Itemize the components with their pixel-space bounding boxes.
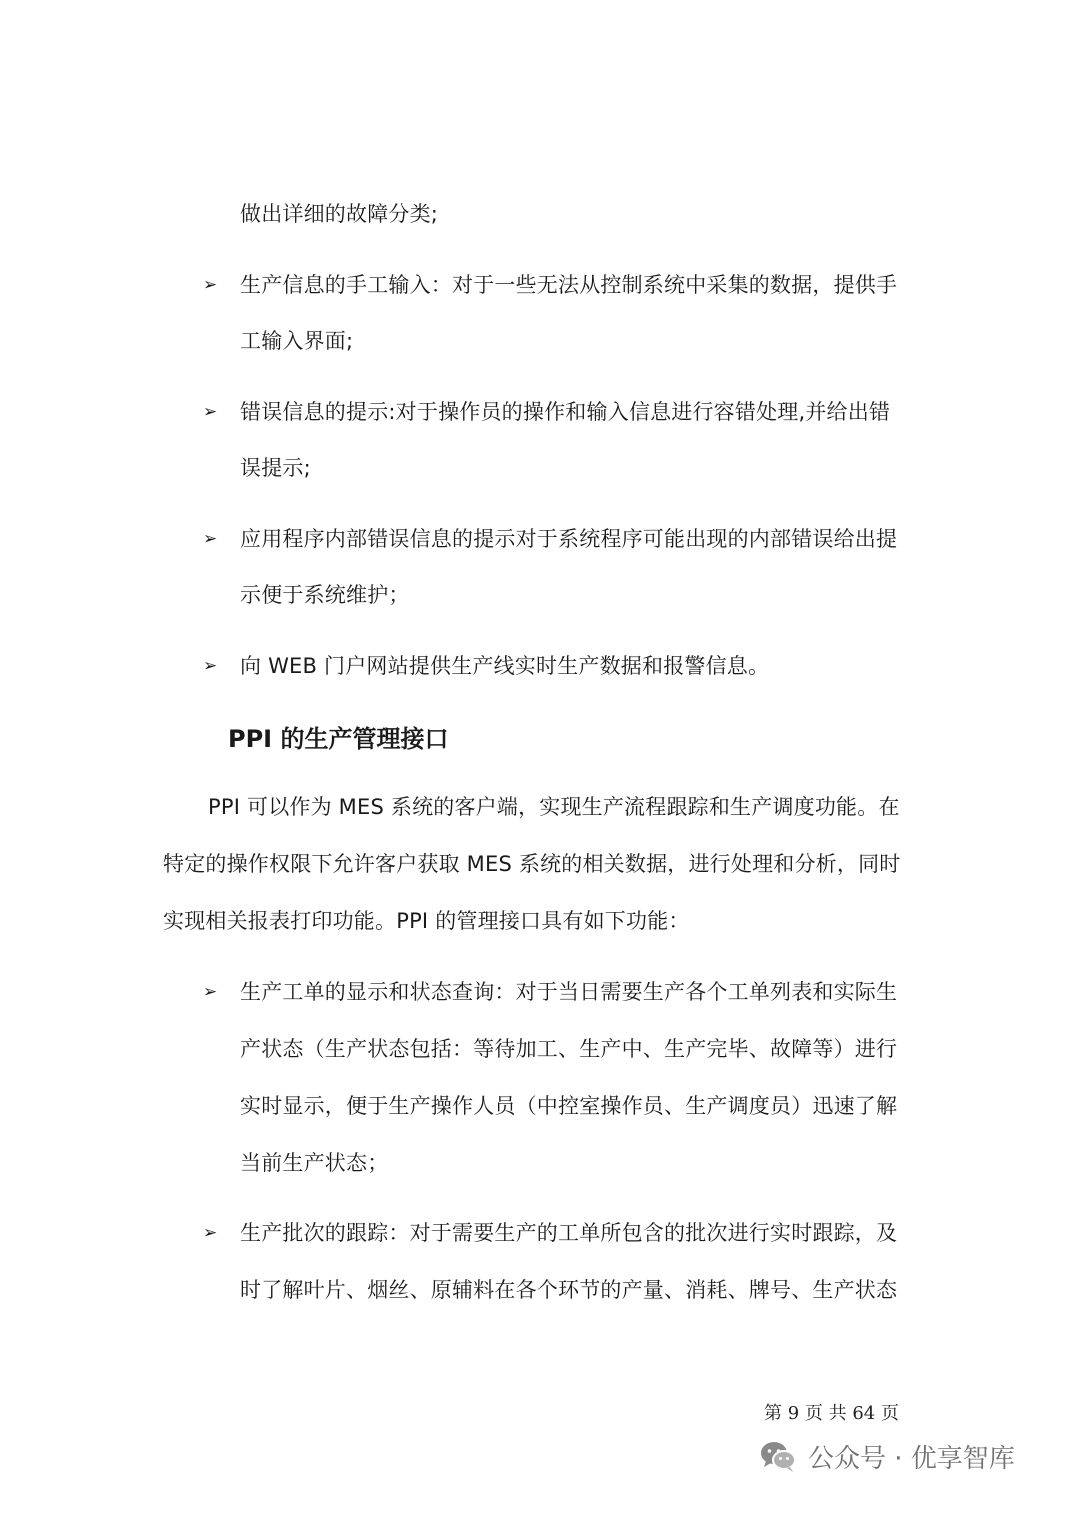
watermark-text: 公众号 · 优享智库 xyxy=(808,1443,1015,1474)
bullet-arrow-icon: ➢ xyxy=(203,656,218,676)
list-item-line: 生产批次的跟踪：对于需要生产的工单所包含的批次进行实时跟踪，及 xyxy=(240,1221,898,1245)
paragraph-line: 实现相关报表打印功能。PPI 的管理接口具有如下功能： xyxy=(163,909,690,933)
bullet-arrow-icon: ➢ xyxy=(203,529,218,549)
bullet-arrow-icon: ➢ xyxy=(203,402,218,422)
list-item-line: 生产信息的手工输入：对于一些无法从控制系统中采集的数据，提供手 xyxy=(240,273,898,297)
list-item-line: 工输入界面; xyxy=(240,329,354,353)
paragraph-line: 特定的操作权限下允许客户获取 MES 系统的相关数据，进行处理和分析，同时 xyxy=(163,852,901,876)
intro-continuation: 做出详细的故障分类; xyxy=(240,202,439,226)
wechat-icon xyxy=(758,1436,798,1476)
paragraph-line: PPI 可以作为 MES 系统的客户端，实现生产流程跟踪和生产调度功能。在 xyxy=(208,795,900,819)
list-item-line: 错误信息的提示:对于操作员的操作和输入信息进行容错处理,并给出错 xyxy=(240,400,891,424)
section-heading: PPI 的生产管理接口 xyxy=(228,725,449,753)
list-item-line: 产状态（生产状态包括：等待加工、生产中、生产完毕、故障等）进行 xyxy=(240,1037,898,1061)
list-item-line: 时了解叶片、烟丝、原辅料在各个环节的产量、消耗、牌号、生产状态 xyxy=(240,1278,898,1302)
list-item-line: 当前生产状态； xyxy=(240,1151,389,1175)
watermark xyxy=(758,1434,1015,1478)
bullet-arrow-icon: ➢ xyxy=(203,982,218,1002)
list-item-line: 生产工单的显示和状态查询：对于当日需要生产各个工单列表和实际生 xyxy=(240,980,898,1004)
list-item-line: 应用程序内部错误信息的提示对于系统程序可能出现的内部错误给出提 xyxy=(240,527,898,551)
list-item-line: 向 WEB 门户网站提供生产线实时生产数据和报警信息。 xyxy=(240,654,770,678)
bullet-arrow-icon: ➢ xyxy=(203,275,218,295)
bullet-arrow-icon: ➢ xyxy=(203,1223,218,1243)
list-item-line: 实时显示，便于生产操作人员（中控室操作员、生产调度员）迅速了解 xyxy=(240,1094,898,1118)
list-item-line: 示便于系统维护； xyxy=(240,583,410,607)
page-number: 第 9 页 共 64 页 xyxy=(764,1403,899,1424)
list-item-line: 误提示; xyxy=(240,456,311,480)
